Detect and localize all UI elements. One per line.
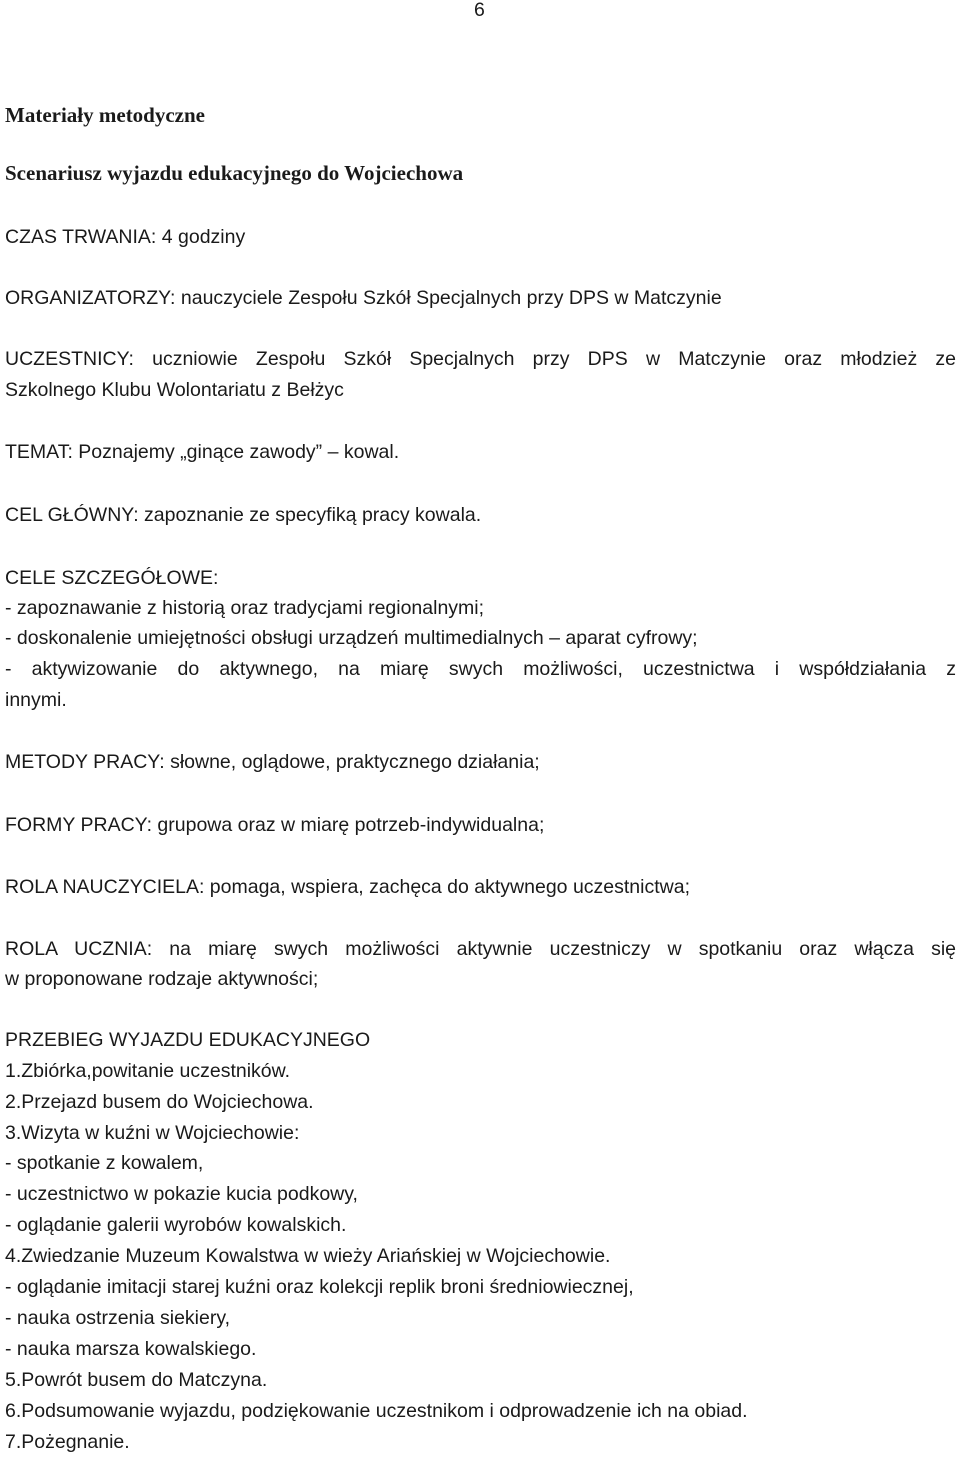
student-role-line-2: w proponowane rodzaje aktywności;: [5, 968, 319, 990]
course-item: - nauka ostrzenia siekiery,: [5, 1307, 231, 1329]
organizers-line: ORGANIZATORZY: nauczyciele Zespołu Szkół Specjalnych przy DPS w Matczynie: [5, 287, 722, 309]
main-goal-line: CEL GŁÓWNY: zapoznanie ze specyfiką pracy kowala.: [5, 504, 482, 526]
scenario-title: Scenariusz wyjazdu edukacyjnego do Wojciechowa: [5, 161, 464, 185]
course-item: 2.Przejazd busem do Wojciechowa.: [5, 1091, 314, 1113]
course-item: - spotkanie z kowalem,: [5, 1152, 204, 1174]
course-item: - oglądanie imitacji starej kuźni oraz kolekcji replik broni średniowiecznej,: [5, 1276, 634, 1298]
participants-line-1: UCZESTNICY: uczniowie Zespołu Szkół Specjalnych przy DPS w Matczynie oraz młodzież ze: [5, 348, 956, 370]
course-item: - uczestnictwo w pokazie kucia podkowy,: [5, 1183, 358, 1205]
course-item: 4.Zwiedzanie Muzeum Kowalstwa w wieży Ariańskiej w Wojciechowie.: [5, 1245, 611, 1267]
forms-line: FORMY PRACY: grupowa oraz w miarę potrzeb-indywidualna;: [5, 814, 545, 836]
course-item: 7.Pożegnanie.: [5, 1431, 130, 1453]
course-item: - nauka marsza kowalskiego.: [5, 1338, 257, 1360]
course-item: 6.Podsumowanie wyjazdu, podziękowanie uczestnikom i odprowadzenie ich na obiad.: [5, 1400, 748, 1422]
section-heading: Materiały metodyczne: [5, 103, 206, 127]
specific-goal-item: - doskonalenie umiejętności obsługi urządzeń multimedialnych – aparat cyfrowy;: [5, 627, 698, 649]
participants-line-2: Szkolnego Klubu Wolontariatu z Bełżyc: [5, 379, 344, 401]
specific-goals-header: CELE SZCZEGÓŁOWE:: [5, 567, 219, 589]
specific-goal-item: innymi.: [5, 689, 67, 711]
topic-line: TEMAT: Poznajemy „ginące zawody” – kowal.: [5, 441, 400, 463]
course-item: 1.Zbiórka,powitanie uczestników.: [5, 1060, 291, 1082]
methods-line: METODY PRACY: słowne, oglądowe, praktycznego działania;: [5, 751, 540, 773]
teacher-role-line: ROLA NAUCZYCIELA: pomaga, wspiera, zachęca do aktywnego uczestnictwa;: [5, 876, 690, 898]
student-role-line-1: ROLA UCZNIA: na miarę swych możliwości aktywnie uczestniczy w spotkaniu oraz włącza się: [5, 938, 956, 960]
course-item: 5.Powrót busem do Matczyna.: [5, 1369, 268, 1391]
course-item: - oglądanie galerii wyrobów kowalskich.: [5, 1214, 347, 1236]
duration-line: CZAS TRWANIA: 4 godziny: [5, 226, 246, 248]
specific-goal-item: - zapoznawanie z historią oraz tradycjami regionalnymi;: [5, 597, 485, 619]
specific-goal-item: - aktywizowanie do aktywnego, na miarę swych możliwości, uczestnictwa i współdziałania z: [5, 658, 956, 680]
course-header: PRZEBIEG WYJAZDU EDUKACYJNEGO: [5, 1029, 371, 1051]
course-item: 3.Wizyta w kuźni w Wojciechowie:: [5, 1122, 300, 1144]
page-number: 6: [474, 0, 485, 21]
